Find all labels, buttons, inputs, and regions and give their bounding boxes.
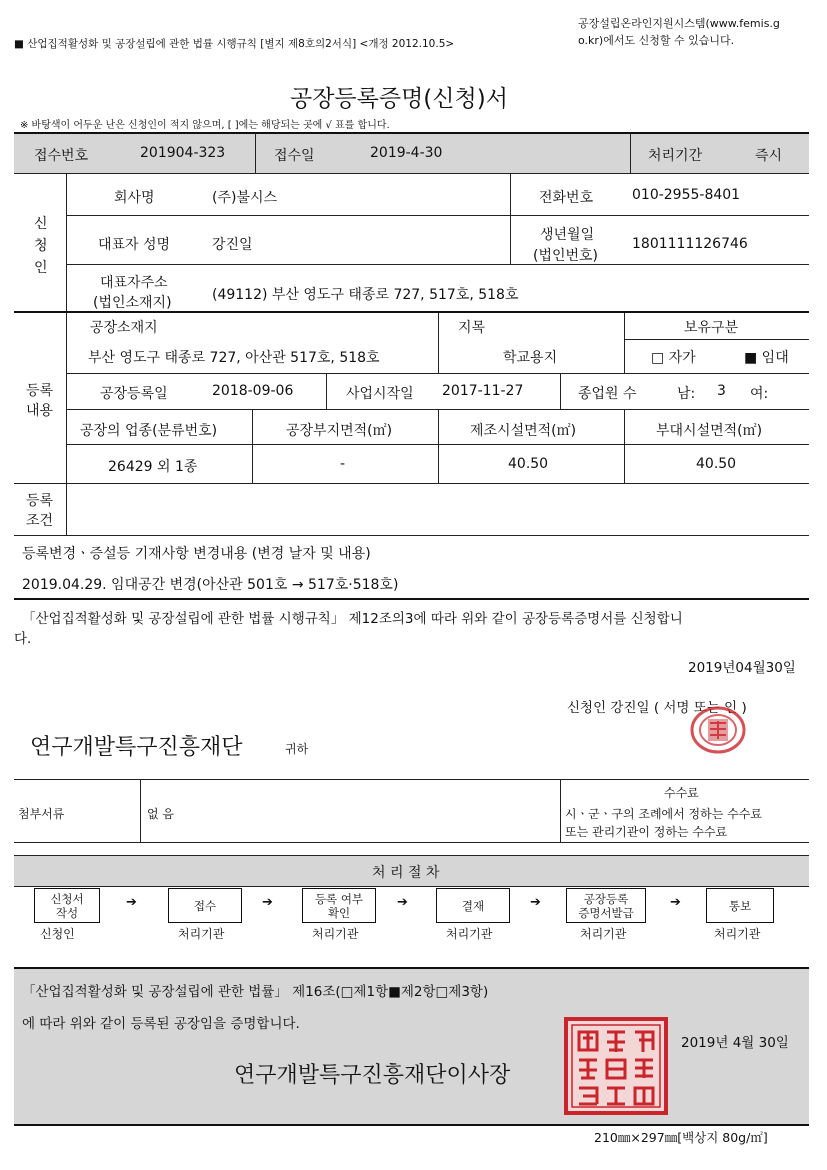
ownership-label: 보유구분 xyxy=(684,320,739,336)
site-area-value: - xyxy=(340,456,346,472)
change-label: 등록변경ㆍ증설등 기재사항 변경내용 (변경 날자 및 내용) xyxy=(22,546,371,562)
fee-label: 수수료 xyxy=(664,786,699,800)
industry-value: 26429 외 1종 xyxy=(108,459,198,475)
receipt-date-label: 접수일 xyxy=(274,148,315,164)
step-3-actor: 처리기관 xyxy=(312,927,359,941)
factory-location-label: 공장소재지 xyxy=(90,320,158,336)
change-value: 2019.04.29. 임대공간 변경(아산관 501호 → 517호·518호) xyxy=(22,577,399,593)
paper-size-footer: 210㎜×297㎜[백상지 80g/㎡] xyxy=(594,1130,768,1145)
online-note-line2: o.kr)에서도 신청할 수 있습니다. xyxy=(578,34,735,47)
male-value: 3 xyxy=(717,383,726,399)
industry-label: 공장의 업종(분류번호) xyxy=(80,423,218,439)
business-start-value: 2017-11-27 xyxy=(442,383,524,399)
manufacturing-area-label: 제조시설면적(㎡) xyxy=(470,423,577,439)
fee-line1: 시ㆍ군ㆍ구의 조례에서 정하는 수수료 xyxy=(565,807,762,821)
arrow-icon: ➔ xyxy=(670,895,681,910)
step-1-actor: 신청인 xyxy=(40,927,75,941)
page-title: 공장등록증명(신청)서 xyxy=(290,86,508,112)
instruction-note: ※ 바탕색이 어두운 난은 신청인이 적지 않으며, [ ]에는 해당되는 곳에 √ 표를 합니다. xyxy=(20,120,390,131)
registration-date-label: 공장등록일 xyxy=(100,386,168,402)
corporate-location-label: (법인소재지) xyxy=(93,295,172,311)
land-category-value: 학교용지 xyxy=(503,350,558,366)
registration-section-label: 등록 내용 xyxy=(26,383,54,419)
ownership-lease-option: ■ 임대 xyxy=(744,350,789,366)
step-4-box: 결재 xyxy=(436,888,510,923)
auxiliary-area-label: 부대시설면적(㎡) xyxy=(656,423,763,439)
processing-period-value: 즉시 xyxy=(755,148,783,164)
conditions-label: 등록 조건 xyxy=(26,493,54,529)
business-start-label: 사업시작일 xyxy=(346,386,414,402)
receipt-number-value: 201904-323 xyxy=(140,145,226,161)
step-2-box: 접수 xyxy=(168,888,242,923)
online-note-line1: 공장설립온라인지원시스템(www.femis.g xyxy=(578,17,780,30)
arrow-icon: ➔ xyxy=(397,895,408,910)
female-label: 여: xyxy=(750,386,769,402)
recipient-name: 연구개발특구진흥재단 xyxy=(30,735,243,760)
certificate-line2: 에 따라 위와 같이 등록된 공장임을 증명합니다. xyxy=(22,1016,300,1032)
fee-line2: 또는 관리기관이 정하는 수수료 xyxy=(565,825,728,839)
certificate-date: 2019년 4월 30일 xyxy=(681,1035,789,1051)
certificate-issuer: 연구개발특구진흥재단이사장 xyxy=(234,1063,511,1088)
land-category-label: 지목 xyxy=(458,320,486,336)
ownership-own-option: □ 자가 xyxy=(651,350,696,366)
step-3-box: 등록 여부 확인 xyxy=(302,888,376,923)
recipient-suffix: 귀하 xyxy=(285,742,309,756)
application-date: 2019년04월30일 xyxy=(688,660,796,676)
applicant-signature-line: 신청인 강진일 ( 서명 또는 인 ) xyxy=(567,700,747,716)
auxiliary-area-value: 40.50 xyxy=(696,456,737,472)
applicant-section-label: 신 청 인 xyxy=(34,216,48,276)
step-6-box: 통보 xyxy=(706,888,774,923)
arrow-icon: ➔ xyxy=(530,895,541,910)
arrow-icon: ➔ xyxy=(126,895,137,910)
declaration-line1: 「산업집적활성화 및 공장설립에 관한 법률 시행규칙」 제12조의3에 따라 위와 같이 공장등록증명서를 신청합니 xyxy=(22,611,683,627)
company-name-value: (주)불시스 xyxy=(212,190,278,206)
law-reference: ■ 산업집적활성화 및 공장설립에 관한 법률 시행규칙 [별지 제8호의2서식] <개정 2012.10.5> xyxy=(14,38,455,50)
receipt-date-value: 2019-4-30 xyxy=(370,145,443,161)
manufacturing-area-value: 40.50 xyxy=(508,456,549,472)
factory-location-value: 부산 영도구 태종로 727, 아산관 517호, 518호 xyxy=(88,350,380,366)
registration-date-value: 2018-09-06 xyxy=(212,383,294,399)
declaration-line2: 다. xyxy=(14,631,32,647)
arrow-icon: ➔ xyxy=(262,895,273,910)
step-2-actor: 처리기관 xyxy=(178,927,225,941)
official-seal-icon xyxy=(563,1016,669,1116)
step-6-actor: 처리기관 xyxy=(714,927,761,941)
procedure-title: 처 리 절 차 xyxy=(372,865,440,881)
phone-label: 전화번호 xyxy=(539,190,594,206)
certificate-line1: 「산업집적활성화 및 공장설립에 관한 법률」 제16조(□제1항■제2항□제3항) xyxy=(22,984,489,1000)
attachments-value: 없 음 xyxy=(147,807,174,821)
step-5-box: 공장등록 증명서발급 xyxy=(566,888,646,923)
male-label: 남: xyxy=(677,386,696,402)
birth-value: 1801111126746 xyxy=(632,236,748,252)
applicant-seal-icon xyxy=(688,703,748,757)
step-4-actor: 처리기관 xyxy=(446,927,493,941)
employee-count-label: 종업원 수 xyxy=(578,386,637,402)
step-1-box: 신청서 작성 xyxy=(34,888,100,923)
processing-period-label: 처리기간 xyxy=(648,148,703,164)
corporate-number-label: (법인번호) xyxy=(533,248,599,264)
company-name-label: 회사명 xyxy=(114,190,155,206)
birth-label: 생년월일 xyxy=(540,227,595,243)
representative-label: 대표자 성명 xyxy=(98,237,171,253)
step-5-actor: 처리기관 xyxy=(580,927,627,941)
address-value: (49112) 부산 영도구 태종로 727, 517호, 518호 xyxy=(212,287,519,303)
phone-value: 010-2955-8401 xyxy=(632,187,741,203)
representative-value: 강진일 xyxy=(212,237,253,253)
site-area-label: 공장부지면적(㎡) xyxy=(286,423,393,439)
address-label: 대표자주소 xyxy=(100,275,168,291)
attachments-label: 첨부서류 xyxy=(18,807,65,821)
receipt-number-label: 접수번호 xyxy=(34,148,89,164)
